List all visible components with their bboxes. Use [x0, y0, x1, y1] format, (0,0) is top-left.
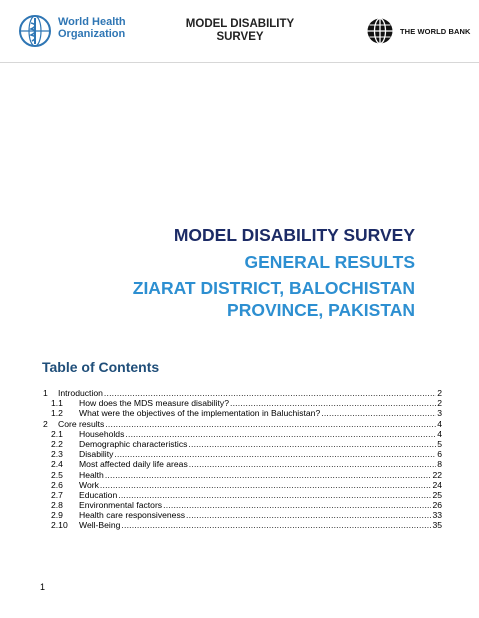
who-name-line2: Organization — [58, 28, 126, 40]
toc-entry-number: 2.1 — [51, 428, 63, 439]
toc-entry-title: How does the MDS measure disability? — [79, 398, 229, 409]
toc-dot-leader — [188, 439, 436, 449]
toc-entry-number: 2.2 — [51, 438, 63, 449]
toc-entry-page: 6 — [437, 449, 442, 460]
header-title — [170, 18, 310, 44]
header-divider — [0, 62, 479, 63]
world-bank-globe-icon — [366, 17, 394, 45]
toc-entry-number: 1 — [43, 388, 48, 398]
toc-entry[interactable] — [40, 388, 442, 398]
toc-entry-page: 8 — [437, 459, 442, 470]
toc-entry[interactable] — [40, 439, 442, 449]
toc-entry[interactable] — [40, 429, 442, 439]
toc-dot-leader — [114, 449, 436, 459]
world-bank-name: THE WORLD BANK — [400, 27, 471, 36]
toc-entry-title: Most affected daily life areas — [79, 459, 188, 470]
header-title-line1: MODEL DISABILITY — [185, 18, 295, 30]
toc-entry-title: Work — [79, 479, 99, 490]
toc-entry[interactable] — [40, 480, 442, 490]
toc-dot-leader — [100, 480, 432, 490]
toc-entry[interactable] — [40, 419, 442, 429]
toc-entry[interactable] — [40, 449, 442, 459]
toc-entry-number: 1.2 — [51, 408, 63, 419]
toc-entry[interactable] — [40, 500, 442, 510]
title-line-4: PROVINCE, PAKISTAN — [227, 300, 415, 320]
toc-dot-leader — [321, 408, 436, 418]
header-title-line2: SURVEY — [216, 31, 264, 43]
toc-heading: Table of Contents — [42, 359, 160, 375]
toc-dot-leader — [118, 490, 431, 500]
title-line-1: MODEL DISABILITY SURVEY — [173, 225, 415, 245]
toc-entry-page: 35 — [432, 520, 442, 531]
toc-entry[interactable] — [40, 520, 442, 530]
toc-dot-leader — [104, 388, 436, 398]
report-title — [133, 224, 415, 321]
toc-entry-page: 33 — [432, 510, 442, 521]
title-line-3: ZIARAT DISTRICT, BALOCHISTAN — [132, 278, 415, 298]
page-number: 1 — [40, 582, 46, 592]
toc-entry-number: 2.3 — [51, 449, 63, 460]
toc-entry[interactable] — [40, 470, 442, 480]
table-of-contents — [40, 388, 442, 531]
toc-entry-page: 2 — [437, 398, 442, 409]
toc-dot-leader — [163, 500, 431, 510]
toc-entry-page: 5 — [437, 438, 442, 449]
who-name — [58, 16, 126, 40]
toc-dot-leader — [189, 459, 436, 469]
toc-entry-number: 2 — [43, 418, 48, 429]
toc-entry-title: Health — [79, 469, 104, 480]
toc-entry-title: Education — [79, 489, 118, 500]
toc-entry-title: Core results — [58, 418, 105, 429]
toc-entry-number: 1.1 — [51, 398, 63, 409]
toc-entry-page: 26 — [432, 500, 442, 511]
toc-entry-title: Introduction — [58, 388, 103, 398]
toc-entry-page: 25 — [432, 489, 442, 500]
toc-entry[interactable] — [40, 490, 442, 500]
toc-entry-page: 4 — [437, 428, 442, 439]
toc-entry-number: 2.10 — [51, 520, 68, 531]
toc-entry-number: 2.9 — [51, 510, 63, 521]
toc-entry-number: 2.4 — [51, 459, 63, 470]
toc-entry-title: Environmental factors — [79, 500, 163, 511]
toc-dot-leader — [105, 419, 436, 429]
toc-entry-title: Demographic characteristics — [79, 438, 188, 449]
toc-entry-number: 2.5 — [51, 469, 63, 480]
toc-entry-number: 2.7 — [51, 489, 63, 500]
toc-entry-title: Disability — [79, 449, 114, 460]
page-header — [0, 0, 479, 62]
toc-entry-page: 4 — [437, 418, 442, 429]
toc-entry-number: 2.8 — [51, 500, 63, 511]
toc-entry-page: 22 — [432, 469, 442, 480]
toc-entry-page: 3 — [437, 408, 442, 419]
toc-dot-leader — [186, 510, 431, 520]
toc-dot-leader — [121, 520, 431, 530]
who-name-line1: World Health — [58, 16, 126, 28]
toc-entry-title: Health care responsiveness — [79, 510, 186, 521]
toc-entry[interactable] — [40, 510, 442, 520]
title-line-2: GENERAL RESULTS — [244, 252, 415, 272]
who-emblem-icon — [18, 14, 52, 48]
toc-entry-title: What were the objectives of the implementation in Baluchistan? — [79, 408, 321, 419]
toc-dot-leader — [230, 398, 436, 408]
toc-entry-page: 24 — [432, 479, 442, 490]
toc-entry-page: 2 — [437, 388, 442, 398]
toc-entry[interactable] — [40, 459, 442, 469]
toc-dot-leader — [125, 429, 436, 439]
toc-entry-number: 2.6 — [51, 479, 63, 490]
toc-entry-title: Well-Being — [79, 520, 121, 531]
toc-entry[interactable] — [40, 398, 442, 408]
toc-dot-leader — [105, 470, 432, 480]
toc-entry[interactable] — [40, 408, 442, 418]
toc-entry-title: Households — [79, 428, 125, 439]
